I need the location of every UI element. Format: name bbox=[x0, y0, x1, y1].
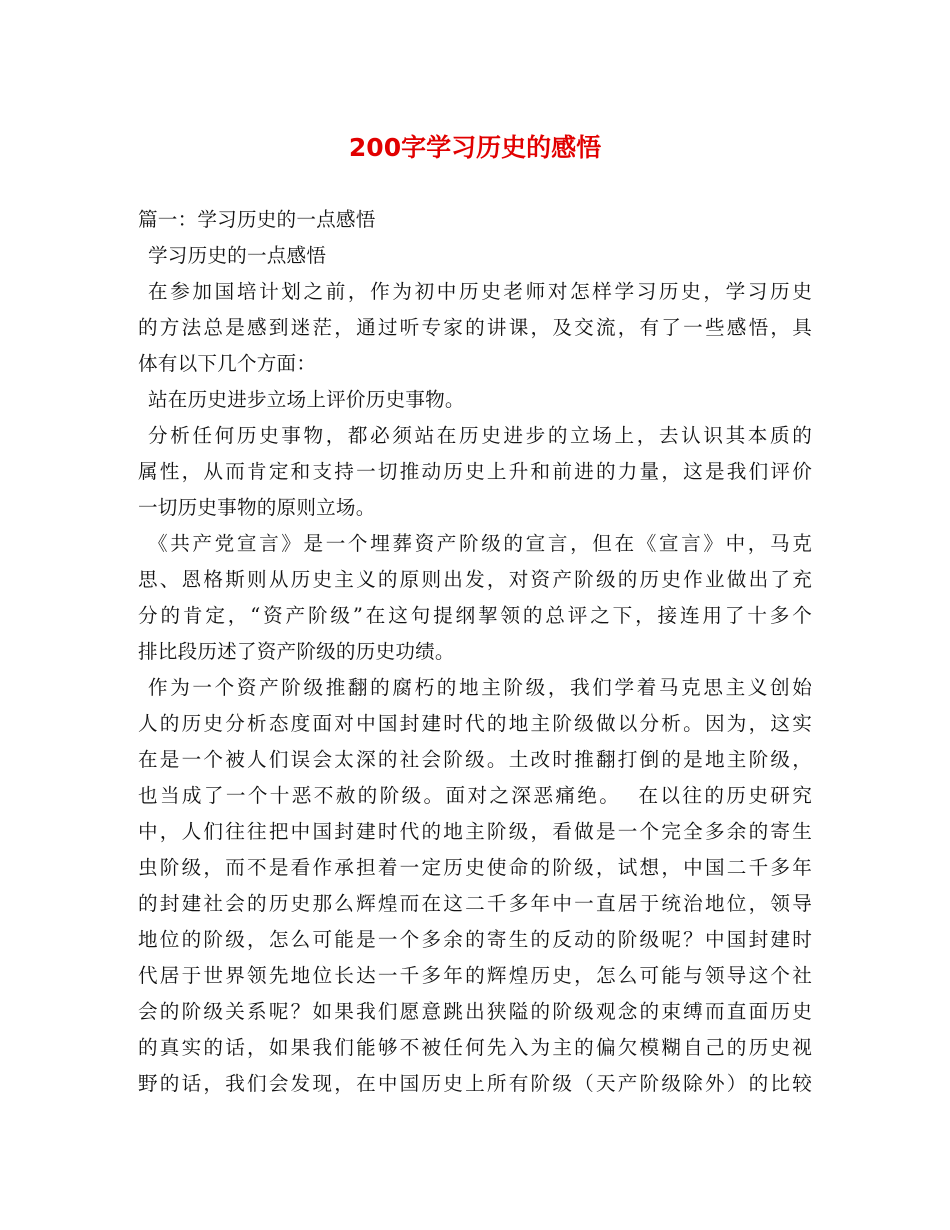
text-line: 的真实的话，如果我们能够不被任何先入为主的偏欠模糊自己的历史视 bbox=[138, 1036, 812, 1059]
text-line: 中，人们往往把中国封建时代的地主阶级，看做是一个完全多余的寄生 bbox=[138, 820, 812, 843]
article-subtitle: 学习历史的一点感悟 bbox=[148, 244, 327, 267]
text-line: 代居于世界领先地位长达一千多年的辉煌历史，怎么可能与领导这个社 bbox=[138, 964, 812, 987]
text-line: 野的话，我们会发现，在中国历史上所有阶级（天产阶级除外）的比较 bbox=[138, 1072, 812, 1095]
text-line: 人的历史分析态度面对中国封建时代的地主阶级做以分析。因为，这实 bbox=[138, 712, 812, 735]
text-line: 也当成了一个十恶不赦的阶级。面对之深恶痛绝。 在以往的历史研究 bbox=[138, 784, 812, 807]
text-line: 虫阶级，而不是看作承担着一定历史使命的阶级，试想，中国二千多年 bbox=[138, 856, 812, 879]
text-line: 体有以下几个方面： bbox=[138, 352, 317, 375]
text-line: 在是一个被人们误会太深的社会阶级。土改时推翻打倒的是地主阶级， bbox=[138, 748, 812, 771]
text-line: 站在历史进步立场上评价历史事物。 bbox=[148, 388, 465, 411]
text-line: 地位的阶级，怎么可能是一个多余的寄生的反动的阶级呢？中国封建时 bbox=[138, 928, 812, 951]
text-line: 在参加国培计划之前，作为初中历史老师对怎样学习历史，学习历史 bbox=[148, 280, 812, 303]
document-title: 200字学习历史的感悟 bbox=[348, 133, 602, 162]
text-line: 作为一个资产阶级推翻的腐朽的地主阶级，我们学着马克思主义创始 bbox=[148, 676, 812, 699]
document-body bbox=[138, 202, 812, 1102]
text-line: 一切历史事物的原则立场。 bbox=[138, 496, 376, 519]
text-line: 的方法总是感到迷茫，通过听专家的讲课，及交流，有了一些感悟，具 bbox=[138, 316, 812, 339]
text-line: 属性，从而肯定和支持一切推动历史上升和前进的力量，这是我们评价 bbox=[138, 460, 812, 483]
section-heading: 篇一：学习历史的一点感悟 bbox=[138, 208, 376, 231]
text-line: 《共产党宣言》是一个埋葬资产阶级的宣言，但在《宣言》中，马克 bbox=[148, 532, 812, 555]
text-line: 分的肯定，“资产阶级”在这句提纲挈领的总评之下，接连用了十多个 bbox=[138, 604, 812, 627]
text-line: 思、恩格斯则从历史主义的原则出发，对资产阶级的历史作业做出了充 bbox=[138, 568, 812, 591]
text-line: 的封建社会的历史那么辉煌而在这二千多年中一直居于统治地位，领导 bbox=[138, 892, 812, 915]
text-line: 会的阶级关系呢？如果我们愿意跳出狭隘的阶级观念的束缚而直面历史 bbox=[138, 1000, 812, 1023]
text-line: 分析任何历史事物，都必须站在历史进步的立场上，去认识其本质的 bbox=[148, 424, 812, 447]
text-line: 排比段历述了资产阶级的历史功绩。 bbox=[138, 640, 455, 663]
